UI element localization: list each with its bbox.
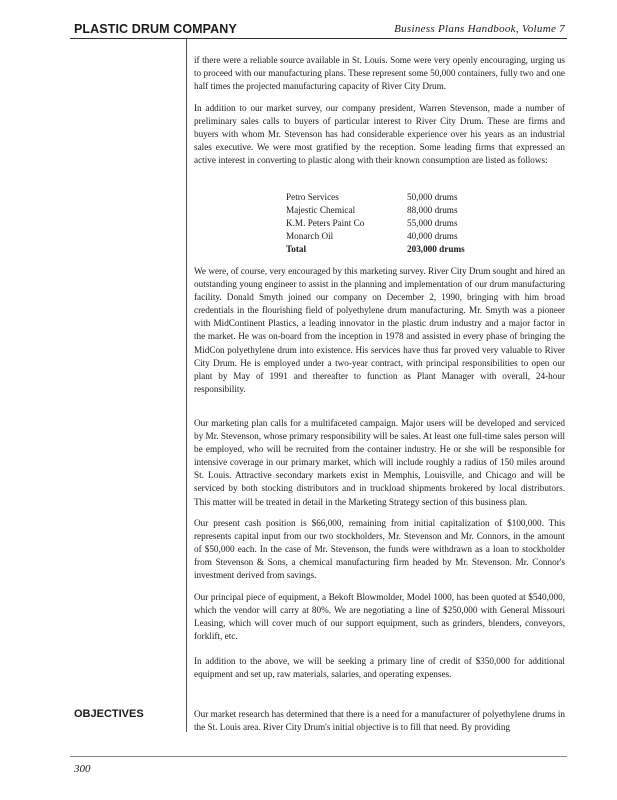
- paragraph-5: Our present cash position is $66,000, remaining from initial capitalization of $100,000. This represents capital input from our two stockholders, Mr. Stevenson and Mr. Connors, in the amount of $50,000 each. In the case of Mr. Stevenson, the funds were withdrawn as a loan to stockholder from Stevenson & Sons, a chemical manufacturing firm headed by Mr. Stevenson. Mr. Connor's investment derived from savings.: [194, 518, 565, 581]
- header-company-name: PLASTIC DRUM COMPANY: [74, 22, 237, 36]
- table-row: [286, 191, 527, 204]
- objectives-paragraph: Our market research has determined that there is a need for a manufacturer of polyethylene drums in the St. Louis area. River City Drum's initial objective is to fill that need. By providing: [194, 709, 565, 733]
- firm-amount: 55,000 drums: [407, 218, 458, 229]
- paragraph-3: We were, of course, very encouraged by this marketing survey. River City Drum sought and hired an outstanding young engineer to assist in the planning and implementation of our drum manufacturing facility. Donald Smyth joined our company on December 2, 1990, bringing with him broad credentials in the flourishing field of polyethylene drum manufacturing. Mr. Smyth was a pioneer with MidContinent Plastics, a leading innovator in the plastic drum industry and a major factor in the market. He was on-board from the inception in 1978 and assisted in every phase of bringing the MidCon polyethylene drum into existence. His services have thus far proved very valuable to River City Drum. He is employed under a two-year contract, with principal responsibilities to open our plant by May of 1991 and thereafter to function as Plant Manager with overall, 24-hour responsibility.: [194, 266, 565, 394]
- consumption-table: [286, 191, 527, 256]
- paragraph-4: Our marketing plan calls for a multifaceted campaign. Major users will be developed and serviced by Mr. Stevenson, whose primary responsibility will be sales. At least one full-time sales person will be employed, who will be recruited from the container industry. He or she will be responsible for intensive coverage in our primary market, which will include roughly a radius of 150 miles around St. Louis. Attractive secondary markets exist in Memphis, Louisville, and Chicago and will be serviced by both stocking distributors and in truckload shipments brokered by local distributors. This matter will be treated in detail in the Marketing Strategy section of this business plan.: [194, 418, 565, 507]
- header-book-title: Business Plans Handbook, Volume 7: [394, 23, 565, 35]
- firm-amount: 88,000 drums: [407, 205, 458, 216]
- firm-amount: 50,000 drums: [407, 192, 458, 202]
- firm-name: Monarch Oil: [286, 231, 334, 242]
- footer-rule: [70, 756, 567, 757]
- margin-vertical-rule: [186, 39, 187, 732]
- table-total-row: [286, 243, 527, 256]
- paragraph-7: In addition to the above, we will be seeking a primary line of credit of $350,000 for additional equipment and set up, raw materials, salaries, and operating expenses.: [194, 656, 565, 680]
- firm-amount: 40,000 drums: [407, 231, 458, 242]
- page-number: 300: [74, 763, 91, 775]
- table-row: [286, 230, 527, 243]
- objectives-heading: OBJECTIVES: [74, 708, 144, 720]
- total-label: Total: [286, 244, 307, 255]
- firm-name: Petro Services: [286, 192, 339, 202]
- header-rule: [70, 38, 567, 39]
- table-row: [286, 204, 527, 217]
- firm-name: K.M. Peters Paint Co: [286, 218, 365, 229]
- table-row: [286, 217, 527, 230]
- paragraph-1: if there were a reliable source available in St. Louis. Some were very openly encouraging, urging us to proceed with our manufacturing plans. These represent some 50,000 containers, fully two and one half times the projected manufacturing capacity of River City Drum.: [194, 55, 565, 92]
- paragraph-6: Our principal piece of equipment, a Bekoft Blowmolder, Model 1000, has been quoted at $540,000, which the vendor will carry at 80%. We are negotiating a line of $250,000 with General Missouri Leasing, which will cover much of our support equipment, such as grinders, blenders, conveyors, forklift, etc.: [194, 592, 565, 642]
- paragraph-2: In addition to our market survey, our company president, Warren Stevenson, made a number of preliminary sales calls to buyers of particular interest to River City Drum. These are firms and buyers with whom Mr. Stevenson has had considerable experience over his years as an industrial sales executive. We were most gratified by the reception. Some leading firms that expressed an active interest in converting to plastic along with their known consumption are listed as follows:: [194, 103, 565, 166]
- total-amount: 203,000 drums: [407, 244, 465, 255]
- firm-name: Majestic Chemical: [286, 205, 356, 216]
